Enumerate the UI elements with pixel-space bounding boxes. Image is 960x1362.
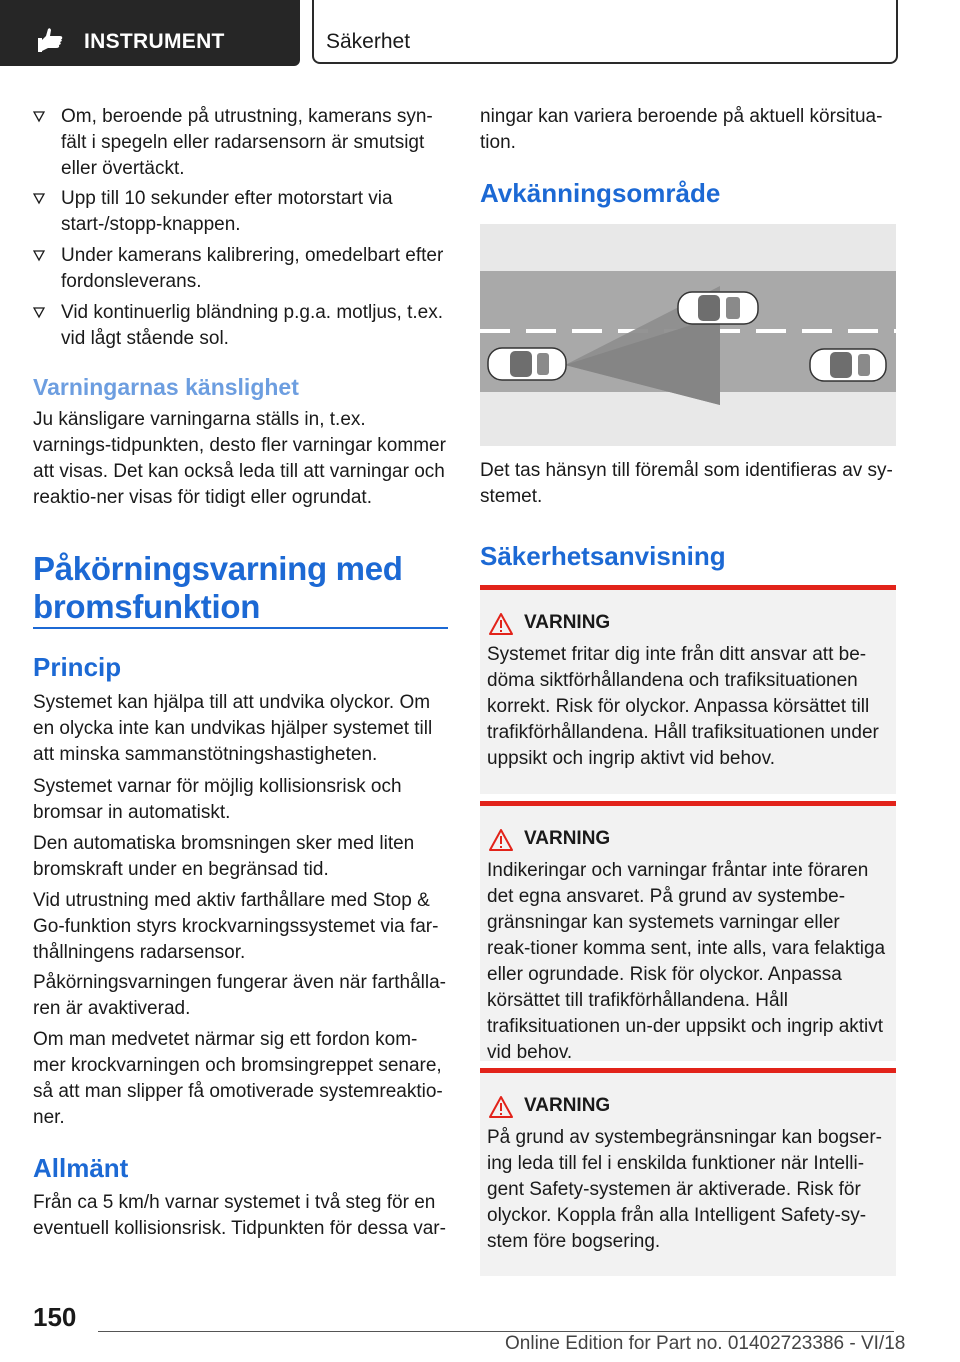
main-title-line: Påkörningsvarning med (33, 550, 403, 587)
figure-caption: Det tas hänsyn till föremål som identifieras av sy-stemet. (480, 460, 893, 507)
sensitivity-heading: Varningarnas känslighet (33, 374, 299, 400)
main-title-line: bromsfunktion (33, 588, 261, 625)
list-item (33, 300, 448, 352)
warning-box (480, 801, 896, 1061)
main-title (33, 550, 403, 626)
car-icon (678, 292, 758, 324)
section-tab[interactable] (0, 0, 300, 66)
warning-text: På grund av systembegränsningar kan bogser-ing leda till fel i enskilda funktioner när Intelli-gent Safety-systemen är aktiverade. Risk för olyckor. Koppla från alla Intelligent Safety-sy-stem före bogsering. (487, 1127, 883, 1252)
warning-triangle-icon (488, 612, 514, 636)
list-item (33, 243, 448, 295)
sensitivity-text: Ju känsligare varningarna ställs in, t.ex. varnings-tidpunkten, desto fler varningar kommer att visas. Det kan också leda till att varningar och reaktio-ner visas för tidigt eller ogrundat. (33, 409, 446, 508)
page-header (0, 0, 960, 66)
principle-paragraph: Systemet kan hjälpa till att undvika olyckor. Om en olycka inte kan undvikas hjälper systemet till att minska sammanstötningshastigheten. (33, 692, 433, 765)
warning-triangle-icon (488, 828, 514, 852)
title-divider (33, 627, 448, 629)
triangle-bullet-icon (33, 250, 45, 262)
general-text: Från ca 5 km/h varnar systemet i två steg för en eventuell kollisionsrisk. Tidpunkten för dessa var- (33, 1192, 446, 1239)
warning-title: VARNING (524, 828, 611, 849)
warning-box (480, 1068, 896, 1276)
footer-divider (98, 1331, 894, 1332)
principle-paragraph: Systemet varnar för möjlig kollisionsrisk och bromsar in automatiskt. (33, 776, 402, 823)
principle-paragraph: Påkörningsvarningen fungerar även när farthålla-ren är avaktiverad. (33, 972, 446, 1019)
bullet-text: Om, beroende på utrustning, kamerans syn-fält i spegeln eller radarsensorn är smutsigt eller övertäckt. (61, 106, 433, 179)
bullet-text: Upp till 10 sekunder efter motorstart via start-/stopp-knappen. (61, 188, 393, 235)
car-icon (488, 348, 566, 380)
detection-area-illustration (480, 224, 896, 446)
warning-triangle-icon (488, 1095, 514, 1119)
continued-text: ningar kan variera beroende på aktuell körsitua-tion. (480, 106, 883, 153)
bullet-text: Vid kontinuerlig bländning p.g.a. motljus, t.ex. vid lågt stående sol. (61, 302, 443, 349)
edition-text: Online Edition for Part no. 01402723386 - VI/18 (505, 1333, 906, 1354)
principle-paragraph: Om man medvetet närmar sig ett fordon kom-mer krockvarningen och bromsingreppet senare, så att man slipper få omotiverade systemreaktio-ner. (33, 1029, 443, 1128)
chapter-tab-label: Säkerhet (326, 30, 411, 53)
principle-heading: Princip (33, 652, 122, 682)
hand-pointer-icon (38, 27, 66, 53)
warning-title: VARNING (524, 1095, 611, 1116)
chapter-tab[interactable] (312, 0, 898, 64)
triangle-bullet-icon (33, 193, 45, 205)
detection-heading: Avkänningsområde (480, 178, 721, 208)
detection-figure (480, 224, 896, 446)
list-item (33, 186, 448, 238)
general-heading: Allmänt (33, 1153, 129, 1183)
page-number: 150 (33, 1302, 77, 1332)
principle-paragraph: Vid utrustning med aktiv farthållare med Stop & Go-funktion styrs krockvarningssystemet via far-thållningens radarsensor. (33, 890, 439, 963)
list-item (33, 104, 448, 182)
section-tab-label: INSTRUMENT (84, 30, 225, 53)
warning-text: Indikeringar och varningar fråntar inte föraren det egna ansvaret. På grund av systembe-gränsningar kan systemets varningar eller reak-tioner komma sent, inte alls, vara felaktiga eller ogrundade. Risk för olyckor. Anpassa körsättet till trafikförhållandena. Håll trafiksituationen un-der uppsikt och ingrip aktivt vid behov. (487, 860, 886, 1063)
bullet-text: Under kamerans kalibrering, omedelbart efter fordonsleverans. (61, 245, 444, 292)
safety-heading: Säkerhetsanvisning (480, 541, 726, 571)
car-icon (810, 349, 886, 381)
principle-paragraph: Den automatiska bromsningen sker med liten bromskraft under en begränsad tid. (33, 833, 415, 880)
warning-title: VARNING (524, 612, 611, 633)
triangle-bullet-icon (33, 111, 45, 123)
triangle-bullet-icon (33, 307, 45, 319)
warning-text: Systemet fritar dig inte från ditt ansvar att be-döma siktförhållandena och trafiksituationen korrekt. Risk för olyckor. Anpassa körsättet till trafikförhållandena. Håll trafiksituationen under uppsikt och ingrip aktivt vid behov. (487, 644, 879, 769)
warning-box (480, 585, 896, 794)
